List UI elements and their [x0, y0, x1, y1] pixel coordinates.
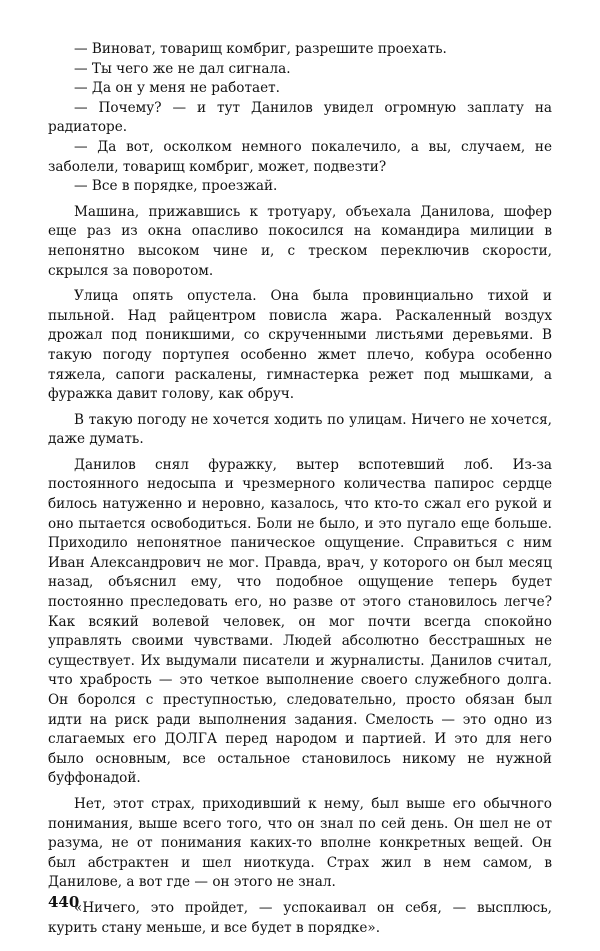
body-text	[48, 40, 552, 938]
paragraph-fear: Нет, этот страх, приходивший к нему, был выше его обычного понимания, выше всего того, что он знал по сей день. Он шел не от разума, не от понимания каких-то вполне конкретных вещей. Он был абстрактен и шел ниоткуда. Страх жил в нем самом, в Данилове, а вот где — он этого не знал.	[48, 795, 552, 891]
page-number: 440	[48, 893, 80, 911]
paragraph-dialogue-5: — Да вот, осколком немного покалечило, а вы, случаем, не заболели, товарищ комбриг, может, подвезти?	[48, 138, 552, 175]
paragraph-dialogue-3: — Да он у меня не работает.	[74, 80, 280, 97]
paragraph-car-leaves: Машина, прижавшись к тротуару, объехала Данилова, шофер еще раз из окна опасливо покосился на командира милиции в непонятно высоком чине и, с треском переключив скорости, скрылся за поворотом.	[48, 203, 552, 279]
paragraph-dialogue-6: — Все в порядке, проезжай.	[74, 178, 278, 195]
paragraph-self-talk: «Ничего, это пройдет, — успокаивал он себя, — высплюсь, курить стану меньше, и все будет в порядке».	[48, 899, 552, 936]
paragraph-no-desire: В такую погоду не хочется ходить по улицам. Ничего не хочется, даже думать.	[48, 411, 552, 448]
paragraph-dialogue-2: — Ты чего же не дал сигнала.	[74, 60, 291, 77]
paragraph-dialogue-1: — Виноват, товарищ комбриг, разрешите проехать.	[74, 41, 447, 57]
paragraph-street-heat: Улица опять опустела. Она была провинциально тихой и пыльной. Над райцентром повисла жара. Раскаленный воздух дрожал под поникшими, со скрученными листьями деревьями. В такую погоду портупея особенно жмет плечо, кобура особенно тяжела, сапоги раскалены, гимнастерка режет под мышками, а фуражка давит голову, как обруч.	[48, 288, 552, 403]
paragraph-dialogue-4: — Почему? — и тут Данилов увидел огромную заплату на радиаторе.	[48, 99, 552, 136]
paragraph-danilov-heart: Данилов снял фуражку, вытер вспотевший лоб. Из-за постоянного недосыпа и чрезмерного количества папирос сердце билось натуженно и неровно, казалось, что кто-то сжал его рукой и оно пытается освободиться. Боли не было, и это пугало еще больше. Приходило непонятное паническое ощущение. Справиться с ним Иван Александрович не мог. Правда, врач, у которого он был месяц назад, объяснил ему, что подобное ощущение теперь будет постоянно преследовать его, но разве от этого становилось легче? Как всякий волевой человек, он мог почти всегда спокойно управлять своими чувствами. Людей абсолютно бесстрашных не существует. Их выдумали писатели и журналисты. Данилов считал, что храбрость — это четкое выполнение своего служебного долга. Он боролся с преступностью, следовательно, просто обязан был идти на риск ради выполнения задания. Смелость — это одно из слагаемых его ДОЛГА перед народом и партией. И это для него было основным, все остальное становилось никому не нужной буффонадой.	[48, 456, 552, 787]
